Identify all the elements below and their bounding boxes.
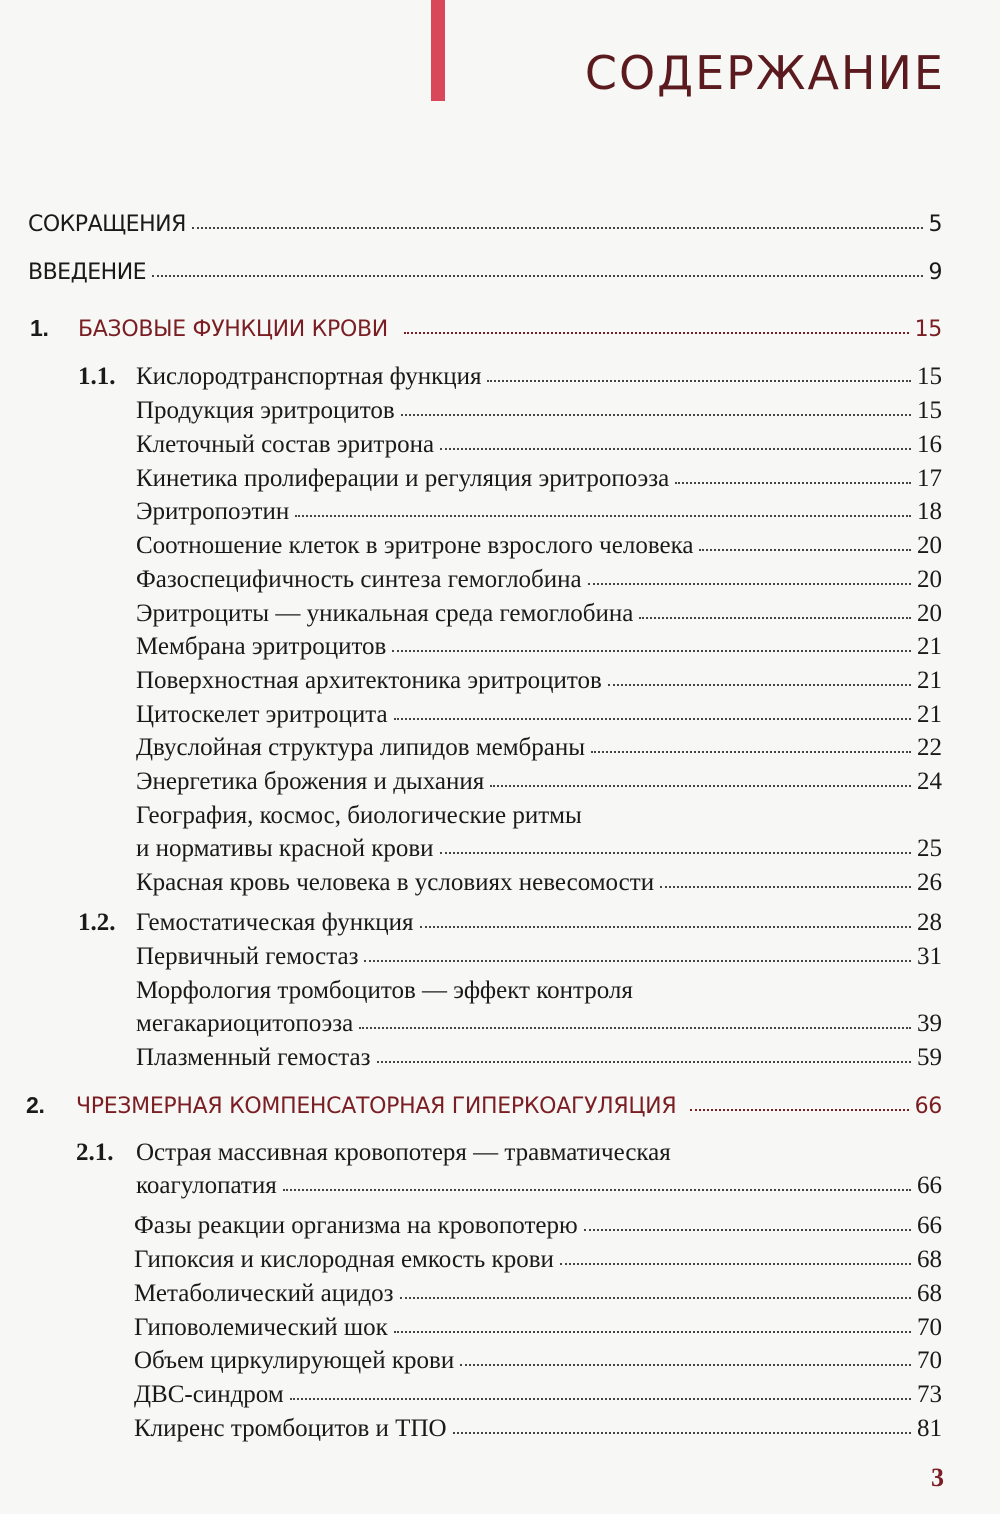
dot-leader <box>487 379 911 382</box>
dot-leader <box>392 649 911 652</box>
toc-section-1-1[interactable] <box>78 362 942 392</box>
toc-item[interactable] <box>134 1279 942 1309</box>
toc-page: 24 <box>917 768 942 795</box>
toc-label: Эритропоэтин <box>136 498 290 525</box>
toc-item[interactable] <box>136 834 942 864</box>
dot-leader <box>460 1363 911 1366</box>
toc-label: СОКРАЩЕНИЯ <box>28 212 186 237</box>
toc-item[interactable] <box>136 733 942 763</box>
toc-label: Фазоспецифичность синтеза гемоглобина <box>136 566 582 593</box>
toc-item[interactable] <box>136 599 942 629</box>
toc-chapter-2[interactable] <box>26 1090 942 1122</box>
toc-label: Соотношение клеток в эритроне взрослого человека <box>136 532 694 559</box>
toc-page: 73 <box>917 1381 942 1408</box>
toc-page: 18 <box>917 498 942 525</box>
toc-item[interactable] <box>134 1211 942 1241</box>
toc-page: 70 <box>917 1347 942 1374</box>
dot-leader <box>394 717 911 720</box>
toc-page: 20 <box>917 532 942 559</box>
dot-leader <box>690 1108 908 1111</box>
section-label: коагулопатия <box>136 1172 277 1199</box>
chapter-number: 2. <box>26 1092 45 1118</box>
toc-item[interactable] <box>136 942 942 972</box>
toc-item[interactable] <box>134 1346 942 1376</box>
dot-leader <box>453 1431 911 1434</box>
toc-page: 39 <box>917 1010 942 1037</box>
toc-section-2-1-line2[interactable] <box>136 1171 942 1201</box>
dot-leader <box>440 447 911 450</box>
toc-entry-abbreviations[interactable] <box>28 210 942 240</box>
toc-label: ВВЕДЕНИЕ <box>28 260 147 285</box>
dot-leader <box>152 274 922 277</box>
toc-label: Цитоскелет эритроцита <box>136 701 388 728</box>
section-label: Гемостатическая функция <box>136 909 414 936</box>
dot-leader <box>420 925 911 928</box>
dot-leader <box>591 750 911 753</box>
toc-page: 17 <box>917 465 942 492</box>
toc-label: Энергетика брожения и дыхания <box>136 768 485 795</box>
dot-leader <box>359 1026 911 1029</box>
toc-label: Первичный гемостаз <box>136 943 359 970</box>
section-number: 1.1. <box>78 363 116 390</box>
dot-leader <box>394 1330 911 1333</box>
toc-page: 66 <box>917 1212 942 1239</box>
toc-item[interactable] <box>136 1009 942 1039</box>
toc-label: Фазы реакции организма на кровопотерю <box>134 1212 578 1239</box>
toc-page: 20 <box>917 600 942 627</box>
dot-leader <box>440 851 911 854</box>
toc-item-line1[interactable]: Морфология тромбоцитов — эффект контроля <box>136 977 633 1004</box>
toc-item[interactable] <box>136 497 942 527</box>
toc-item[interactable] <box>134 1313 942 1343</box>
dot-leader <box>400 1296 911 1299</box>
toc-label: Плазменный гемостаз <box>136 1044 371 1071</box>
page-title: СОДЕРЖАНИЕ <box>584 46 945 100</box>
bookmark-ribbon <box>431 0 445 101</box>
toc-page: 5 <box>928 212 942 237</box>
toc-page: 31 <box>917 943 942 970</box>
dot-leader <box>401 413 911 416</box>
toc-item[interactable] <box>136 868 942 898</box>
toc-page: 28 <box>917 909 942 936</box>
dot-leader <box>377 1060 911 1063</box>
toc-page: 66 <box>917 1172 942 1199</box>
toc-item-line1[interactable]: География, космос, биологические ритмы <box>136 802 582 829</box>
toc-page: 21 <box>917 667 942 694</box>
toc-label: мегакариоцитопоэза <box>136 1010 354 1037</box>
section-label: Кислородтранспортная функция <box>136 363 482 390</box>
dot-leader <box>608 683 911 686</box>
dot-leader <box>584 1228 911 1231</box>
toc-item[interactable] <box>134 1380 942 1410</box>
toc-item[interactable] <box>134 1245 942 1275</box>
toc-page: 21 <box>917 633 942 660</box>
dot-leader <box>699 548 911 551</box>
toc-item[interactable] <box>136 430 942 460</box>
chapter-label: ЧРЕЗМЕРНАЯ КОМПЕНСАТОРНАЯ ГИПЕРКОАГУЛЯЦИЯ <box>76 1094 677 1119</box>
toc-page: 59 <box>917 1044 942 1071</box>
toc-label: Мембрана эритроцитов <box>136 633 387 660</box>
toc-item[interactable] <box>136 531 942 561</box>
toc-page: 21 <box>917 701 942 728</box>
toc-page: 9 <box>928 260 942 285</box>
toc-item[interactable] <box>136 565 942 595</box>
dot-leader <box>660 885 911 888</box>
toc-page: 15 <box>914 317 942 342</box>
toc-page: 22 <box>917 734 942 761</box>
dot-leader <box>560 1262 911 1265</box>
toc-label: Клиренс тромбоцитов и ТПО <box>134 1415 447 1442</box>
toc-label: Продукция эритроцитов <box>136 397 395 424</box>
dot-leader <box>404 331 909 334</box>
chapter-number: 1. <box>30 315 49 341</box>
dot-leader <box>639 616 911 619</box>
toc-item[interactable] <box>136 632 942 662</box>
dot-leader <box>290 1397 911 1400</box>
toc-label: Красная кровь человека в условиях невесомости <box>136 869 655 896</box>
toc-label: Гипоксия и кислородная емкость крови <box>134 1246 554 1273</box>
toc-page: 15 <box>917 397 942 424</box>
toc-page: 66 <box>914 1094 942 1119</box>
toc-label: Кинетика пролиферации и регуляция эритропоэза <box>136 465 670 492</box>
toc-item[interactable] <box>136 464 942 494</box>
page-number: 3 <box>931 1463 944 1492</box>
toc-page: 68 <box>917 1280 942 1307</box>
toc-label: Метаболический ацидоз <box>134 1280 394 1307</box>
dot-leader <box>490 784 911 787</box>
toc-page: 26 <box>917 869 942 896</box>
chapter-label: БАЗОВЫЕ ФУНКЦИИ КРОВИ <box>78 317 388 342</box>
toc-item[interactable] <box>136 1043 942 1073</box>
toc-section-2-1-line1[interactable] <box>76 1138 942 1168</box>
section-number: 1.2. <box>78 909 116 936</box>
section-label: Острая массивная кровопотеря — травматическая <box>136 1139 671 1166</box>
toc-page: 25 <box>917 835 942 862</box>
toc-item[interactable] <box>136 666 942 696</box>
toc-item[interactable] <box>136 767 942 797</box>
toc-section-1-2[interactable] <box>78 908 942 938</box>
toc-label: Гиповолемический шок <box>134 1314 388 1341</box>
toc-page: 70 <box>917 1314 942 1341</box>
dot-leader <box>192 226 923 229</box>
toc-label: Поверхностная архитектоника эритроцитов <box>136 667 602 694</box>
dot-leader <box>588 582 911 585</box>
dot-leader <box>283 1188 911 1191</box>
toc-label: Клеточный состав эритрона <box>136 431 435 458</box>
toc-label: ДВС-синдром <box>134 1381 284 1408</box>
toc-entry-introduction[interactable] <box>28 258 942 288</box>
toc-page: 81 <box>917 1415 942 1442</box>
section-number: 2.1. <box>76 1139 114 1166</box>
toc-label: и нормативы красной крови <box>136 835 434 862</box>
toc-label: Объем циркулирующей крови <box>134 1347 455 1374</box>
toc-label: Двуслойная структура липидов мембраны <box>136 734 586 761</box>
toc-page: 20 <box>917 566 942 593</box>
toc-chapter-1[interactable] <box>30 313 942 345</box>
toc-page: 68 <box>917 1246 942 1273</box>
toc-page: 15 <box>917 363 942 390</box>
toc-item[interactable] <box>136 700 942 730</box>
dot-leader <box>675 481 911 484</box>
toc-page: 16 <box>917 431 942 458</box>
dot-leader <box>295 514 911 517</box>
dot-leader <box>364 959 911 962</box>
toc-label: Эритроциты — уникальная среда гемоглобина <box>136 600 634 627</box>
toc-item[interactable] <box>134 1414 942 1444</box>
toc-item[interactable] <box>136 396 942 426</box>
